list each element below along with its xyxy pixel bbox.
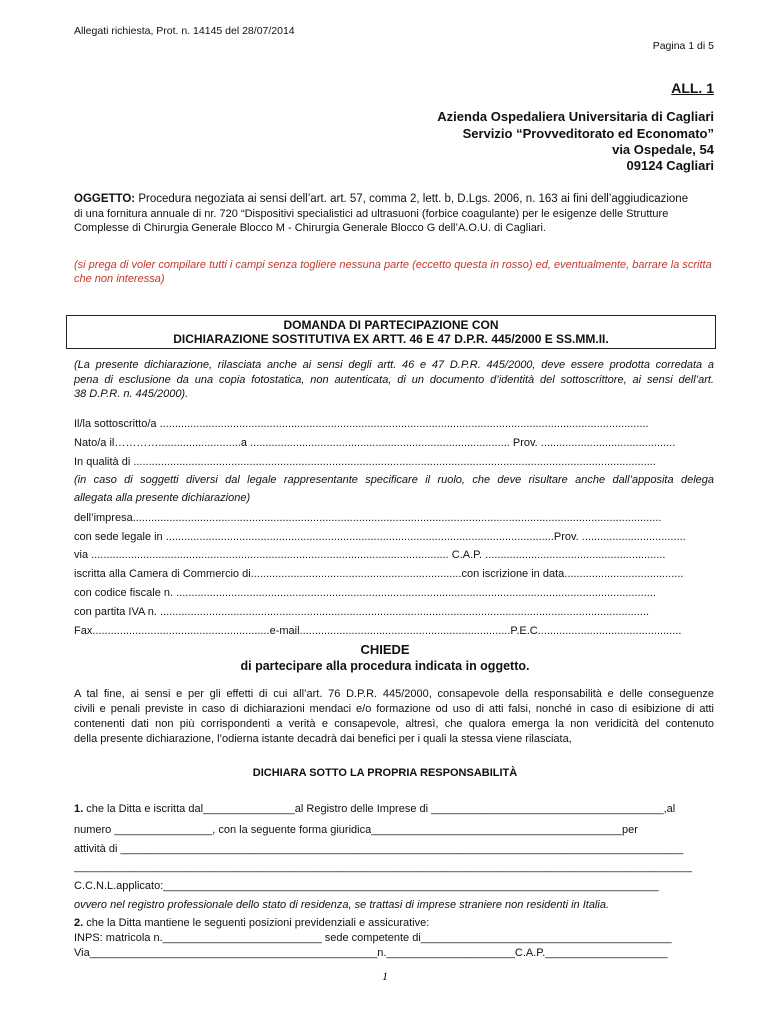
requests-heading: CHIEDE xyxy=(360,642,410,657)
title-line: DOMANDA DI PARTECIPAZIONE CON xyxy=(283,318,499,332)
contacts-field[interactable]: Fax..........................................................e-mail.....................................................................P.E.C............................................... xyxy=(74,625,682,637)
chamber-field[interactable]: iscritta alla Camera di Commercio di.....................................................................con iscrizione in data....................................... xyxy=(74,568,684,580)
signatory-field[interactable]: Il/la sottoscritto/a ................................................................................................................................................................ xyxy=(74,418,649,430)
subject-text: Complesse di Chirurgia Generale Blocco M - Chirurgia Generale Blocco G dell’A.O.U. di Cagliari. xyxy=(74,222,546,234)
intro-note: (La presente dichiarazione, rilasciata anche ai sensi degli artt. 46 e 47 D.P.R. 445/2000, deve essere prodotta corredata a xyxy=(74,359,714,371)
role-note: (in caso di soggetti diversi dal legale rappresentante specificare il ruolo, che deve risultare anche dall’apposita delega xyxy=(74,474,714,486)
recipient-line: Servizio “Provveditorato ed Economato” xyxy=(462,126,714,141)
intro-note: 38 D.P.R. n. 445/2000). xyxy=(74,388,189,400)
foreign-registry-note: ovvero nel registro professionale dello stato di residenza, se trattasi di imprese straniere non residenti in Italia. xyxy=(74,899,609,911)
role-note: allegata alla presente dichiarazione) xyxy=(74,492,251,504)
item-number: 1. xyxy=(74,803,84,815)
item-text: che la Ditta e iscritta dal_______________al Registro delle Imprese di ______________________________________,al xyxy=(86,803,676,815)
instruction-note: (si prega di voler compilare tutti i campi senza togliere nessuna parte (eccetto questa in rosso) ed, eventualmente, barrare la scritta xyxy=(74,259,712,271)
document-reference: Allegati richiesta, Prot. n. 14145 del 28/07/2014 xyxy=(74,25,295,37)
attachment-label: ALL. 1 xyxy=(671,80,714,96)
purpose-paragraph: civili e penali previste in caso di dichiarazioni mendaci e/o formazione od uso di atti falsi, nonché in caso di esibizione di atti xyxy=(74,703,714,715)
purpose-paragraph: della presente dichiarazione, l’odierna istante decadrà dai benefici per i quali la stessa viene rilasciata, xyxy=(74,733,572,745)
ccnl-field[interactable]: C.C.N.L.applicato:_________________________________________________________________________________ xyxy=(74,880,659,892)
requests-subheading: di partecipare alla procedura indicata in oggetto. xyxy=(240,659,530,673)
subject-text: Procedura negoziata ai sensi dell’art. art. 57, comma 2, lett. b, D.Lgs. 2006, n. 163 ai fini dell’aggiudicazione xyxy=(138,193,689,205)
purpose-paragraph: contenenti dati non più corrispondenti a verità e consapevole, altresì, che qualora emerga la non veridicità del contenuto xyxy=(74,718,714,730)
purpose-paragraph: A tal fine, ai sensi e per gli effetti di cui all’art. 76 D.P.R. 445/2000, consapevole della responsabilità e delle conseguenze xyxy=(74,688,714,700)
intro-note: pena di esclusione da una copia fotostatica, non autenticata, di un documento d’identità del sottoscrittore, ai sensi dell’art. xyxy=(74,374,714,386)
street-field[interactable]: via ..................................................................................................................... C.A.P. ........................................................... xyxy=(74,549,666,561)
instruction-note: che non interessa) xyxy=(74,273,165,285)
inps-address-field[interactable]: Via_______________________________________________n._____________________C.A.P.____________________ xyxy=(74,947,668,959)
footer-page-number: 1 xyxy=(382,969,388,983)
company-field[interactable]: dell’impresa............................................................................................................................................................................. xyxy=(74,512,662,524)
page-indicator: Pagina 1 di 5 xyxy=(652,40,714,52)
social-security-intro xyxy=(74,917,429,929)
tax-code-field[interactable]: con codice fiscale n. ............................................................................................................................................................. xyxy=(74,587,656,599)
item-text: che la Ditta mantiene le seguenti posizioni previdenziali e assicurative: xyxy=(86,917,430,929)
subject-label: OGGETTO: xyxy=(74,193,136,205)
vat-field[interactable]: con partita IVA n. ................................................................................................................................................................ xyxy=(74,606,649,618)
declares-heading: DICHIARA SOTTO LA PROPRIA RESPONSABILITÀ xyxy=(252,767,518,779)
inps-field[interactable]: INPS: matricola n.__________________________ sede competente di_________________________________________ xyxy=(74,932,672,944)
recipient-line: Azienda Ospedaliera Universitaria di Cagliari xyxy=(437,109,714,124)
activity-field[interactable]: attività di ____________________________________________________________________________________________ xyxy=(74,843,684,855)
recipient-line: 09124 Cagliari xyxy=(626,158,714,173)
item-number: 2. xyxy=(74,917,84,929)
recipient-line: via Ospedale, 54 xyxy=(612,142,714,157)
activity-continuation-field[interactable]: _____________________________________________________________________________________________________ xyxy=(74,861,692,873)
role-field[interactable]: In qualità di ........................................................................................................................................................................... xyxy=(74,456,656,468)
registry-field[interactable] xyxy=(74,803,714,815)
legal-seat-field[interactable]: con sede legale in ...............................................................................................................................Prov. .................................. xyxy=(74,531,686,543)
title-line: DICHIARAZIONE SOSTITUTIVA EX ARTT. 46 E 47 D.P.R. 445/2000 E SS.MM.II. xyxy=(173,332,609,346)
registry-number-field[interactable]: numero ________________, con la seguente forma giuridica_________________________________________per xyxy=(74,824,638,836)
birth-field[interactable]: Nato/a il…………...........................a ..................................................................................... Prov. ............................................ xyxy=(74,437,676,449)
subject-text: di una fornitura annuale di nr. 720 “Dispositivi specialistici ad ultrasuoni (forbice coagulante) per le esigenze delle Strutture xyxy=(74,208,669,220)
